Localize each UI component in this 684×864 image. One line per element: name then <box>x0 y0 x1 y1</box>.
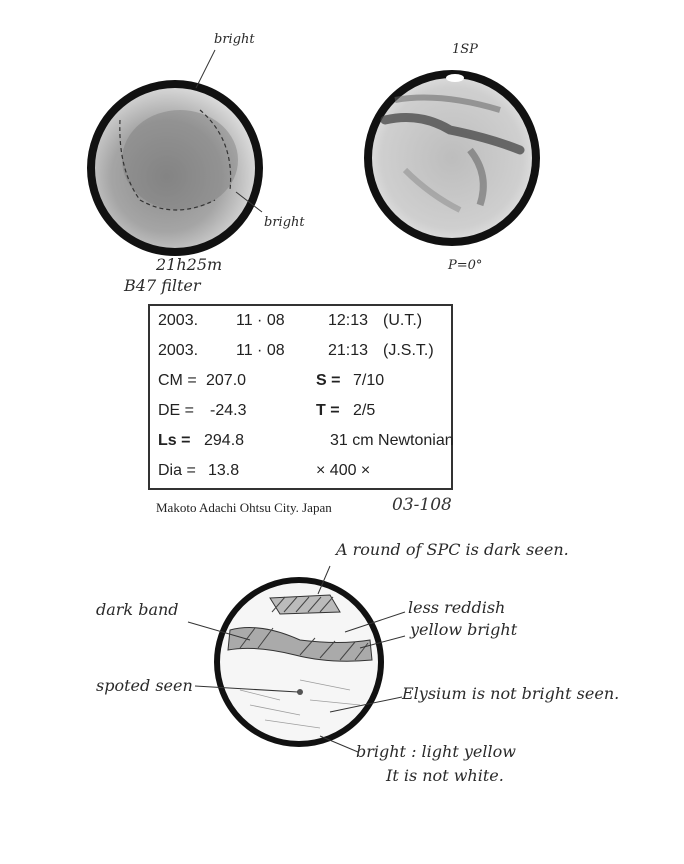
annotation-spc: A round of SPC is dark seen. <box>336 540 569 559</box>
filter-label: B47 filter <box>124 276 201 295</box>
annotation-elysium: Elysium is not bright seen. <box>402 684 620 703</box>
credit-date: 03-108 <box>392 495 452 515</box>
annotation-bright-light-yellow: bright : light yellow <box>356 742 516 761</box>
ut-time: 12:13 <box>328 312 369 329</box>
jst-date: 11 · 08 <box>236 342 285 359</box>
transparency-label: T = <box>316 402 340 419</box>
label-south-polar-cap: 1SP <box>452 42 478 57</box>
magnification: × 400 × <box>316 462 371 479</box>
annotation-spoted: spoted seen <box>96 676 193 695</box>
dia-label: Dia = <box>158 462 196 479</box>
ut-row <box>158 312 445 342</box>
annotation-dark-band: dark band <box>96 600 179 619</box>
annotation-yellow-bright: yellow bright <box>410 620 518 639</box>
ut-year: 2003. <box>158 312 199 329</box>
cm-seeing-row <box>158 372 445 402</box>
dia-value: 13.8 <box>208 462 240 479</box>
label-bright-right: bright <box>264 215 305 230</box>
seeing-value: 7/10 <box>353 372 385 389</box>
annotation-not-white: It is not white. <box>386 766 504 785</box>
ls-telescope-row <box>158 432 454 462</box>
jst-row <box>158 342 445 372</box>
dia-magnification-row <box>158 462 445 492</box>
jst-zone: (J.S.T.) <box>383 342 434 359</box>
ls-label: Ls = <box>158 432 191 449</box>
jst-year: 2003. <box>158 342 199 359</box>
ls-value: 294.8 <box>204 432 245 449</box>
de-transparency-row <box>158 402 445 432</box>
label-bright-top: bright <box>214 32 255 47</box>
de-value: -24.3 <box>210 402 247 419</box>
ut-date: 11 · 08 <box>236 312 285 329</box>
cm-label: CM = <box>158 372 197 389</box>
observer-credit: Makoto Adachi Ohtsu City. Japan <box>156 500 332 515</box>
jst-time: 21:13 <box>328 342 369 359</box>
telescope: 31 cm Newtonian <box>330 432 454 449</box>
de-label: DE = <box>158 402 195 419</box>
ut-zone: (U.T.) <box>383 312 423 329</box>
annotation-less-reddish: less reddish <box>408 598 506 617</box>
observation-data-box <box>148 304 453 490</box>
seeing-label: S = <box>316 372 341 389</box>
observation-time: 21h25m <box>156 255 223 274</box>
cm-value: 207.0 <box>206 372 247 389</box>
label-p-angle: P=0° <box>448 258 483 273</box>
mars-disk-visual <box>368 74 536 242</box>
mars-disk-blue-filter <box>91 50 262 252</box>
transparency-value: 2/5 <box>353 402 376 419</box>
mars-disk-annotated <box>188 566 405 752</box>
